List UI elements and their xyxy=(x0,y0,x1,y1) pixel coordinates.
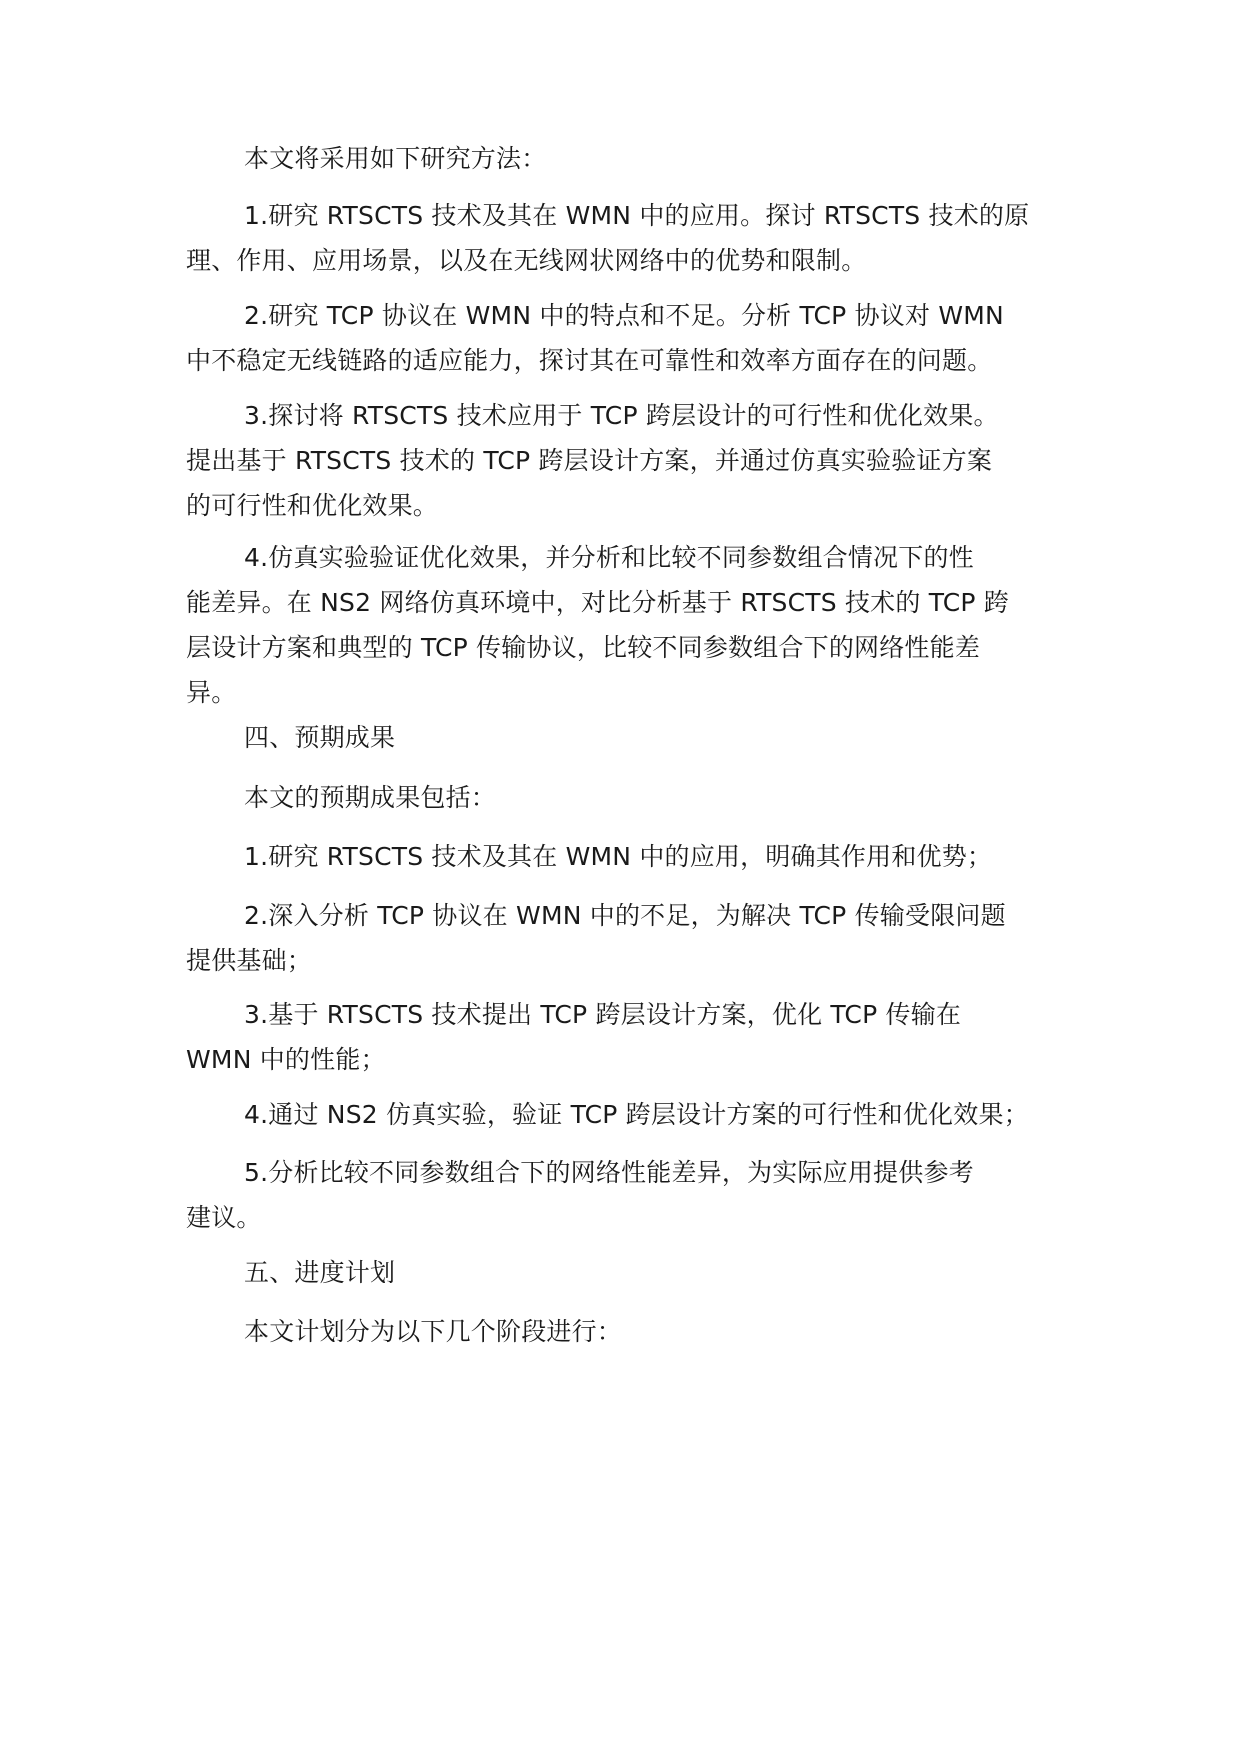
text-line: 3.基于 RTSCTS 技术提出 TCP 跨层设计方案，优化 TCP 传输在 xyxy=(244,1000,962,1029)
paragraph-result-1 xyxy=(186,834,1070,879)
text-line: 4.仿真实验验证优化效果，并分析和比较不同参数组合情况下的性 xyxy=(244,543,974,572)
text-line: 本文的预期成果包括： xyxy=(244,783,497,812)
paragraph-method-3 xyxy=(186,393,1070,528)
text-line: 本文将采用如下研究方法： xyxy=(244,144,547,173)
paragraph-schedule-intro xyxy=(186,1309,1070,1354)
text-line: 层设计方案和典型的 TCP 传输协议，比较不同参数组合下的网络性能差 xyxy=(186,633,981,662)
text-line: 的可行性和优化效果。 xyxy=(186,491,439,520)
paragraph-result-5 xyxy=(186,1150,1070,1240)
text-line: 2.深入分析 TCP 协议在 WMN 中的不足，为解决 TCP 传输受限问题 xyxy=(244,901,1006,930)
text-line: 五、进度计划 xyxy=(244,1258,396,1287)
text-line: 4.通过 NS2 仿真实验，验证 TCP 跨层设计方案的可行性和优化效果； xyxy=(244,1100,1029,1129)
section-heading-expected-results xyxy=(186,715,1070,760)
paragraph-results-intro xyxy=(186,775,1070,820)
paragraph-methods-intro xyxy=(186,136,1070,181)
paragraph-result-2 xyxy=(186,893,1070,983)
text-line: 四、预期成果 xyxy=(244,723,396,752)
paragraph-method-2 xyxy=(186,293,1070,383)
text-line: WMN 中的性能； xyxy=(186,1045,386,1074)
text-line: 5.分析比较不同参数组合下的网络性能差异，为实际应用提供参考 xyxy=(244,1158,974,1187)
text-line: 3.探讨将 RTSCTS 技术应用于 TCP 跨层设计的可行性和优化效果。 xyxy=(244,401,999,430)
text-line: 1.研究 RTSCTS 技术及其在 WMN 中的应用，明确其作用和优势； xyxy=(244,842,993,871)
text-line: 异。 xyxy=(186,678,237,707)
section-heading-schedule xyxy=(186,1250,1070,1295)
paragraph-result-3 xyxy=(186,992,1070,1082)
text-line: 中不稳定无线链路的适应能力，探讨其在可靠性和效率方面存在的问题。 xyxy=(186,346,993,375)
text-line: 提出基于 RTSCTS 技术的 TCP 跨层设计方案，并通过仿真实验验证方案 xyxy=(186,446,993,475)
text-line: 能差异。在 NS2 网络仿真环境中，对比分析基于 RTSCTS 技术的 TCP 跨 xyxy=(186,588,1009,617)
paragraph-method-4 xyxy=(186,535,1070,715)
text-line: 建议。 xyxy=(186,1203,262,1232)
paragraph-result-4 xyxy=(186,1092,1070,1137)
text-line: 理、作用、应用场景，以及在无线网状网络中的优势和限制。 xyxy=(186,246,867,275)
text-line: 2.研究 TCP 协议在 WMN 中的特点和不足。分析 TCP 协议对 WMN xyxy=(244,301,1004,330)
text-line: 提供基础； xyxy=(186,946,313,975)
paragraph-method-1 xyxy=(186,193,1070,283)
text-line: 1.研究 RTSCTS 技术及其在 WMN 中的应用。探讨 RTSCTS 技术的原 xyxy=(244,201,1030,230)
text-line: 本文计划分为以下几个阶段进行： xyxy=(244,1317,623,1346)
